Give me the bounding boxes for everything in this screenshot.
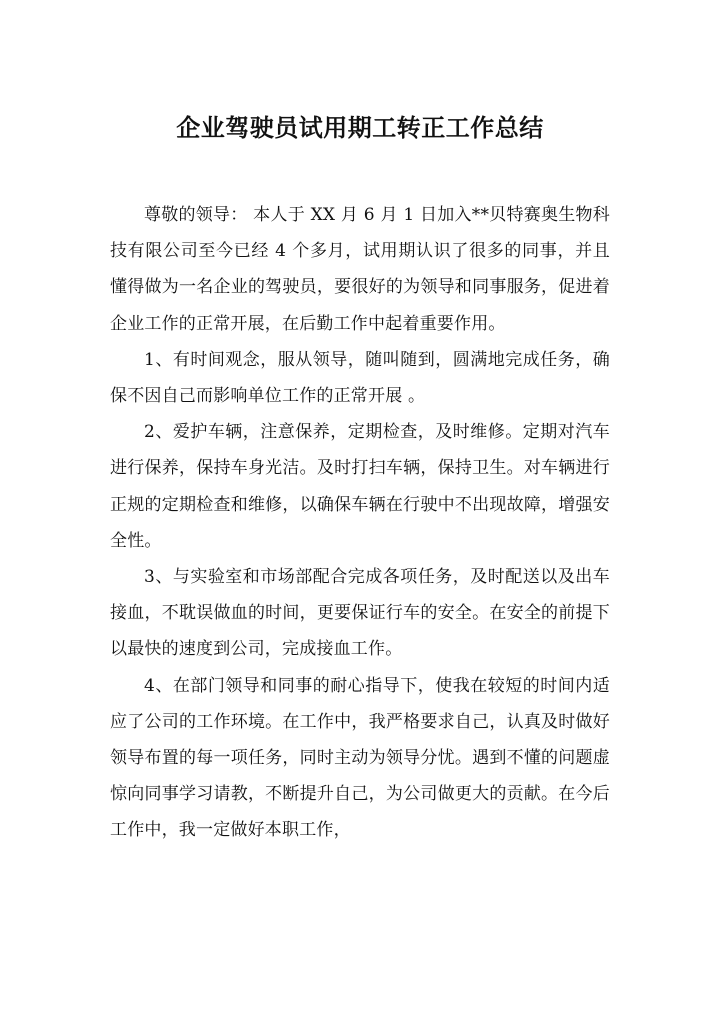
paragraph-item-4: 4、在部门领导和同事的耐心指导下，使我在较短的时间内适应了公司的工作环境。在工作中，我严格要求自己，认真及时做好领导布置的每一项任务，同时主动为领导分忧。遇到不懂的问题虚惊向同事学习请教，不断提升自己，为公司做更大的贡献。在今后工作中，我一定做好本职工作， (110, 675, 610, 841)
document-title: 企业驾驶员试用期工转正工作总结 (176, 114, 544, 142)
paragraph-greeting: 尊敬的领导： 本人于 XX 月 6 月 1 日加入**贝特赛奥生物科技有限公司至今已经 4 个多月，试用期认识了很多的同事，并且懂得做为一名企业的驾驶员，要很好的为领导和同事服务，促进着企业工作的正常开展，在后勤工作中起着重要作用。 (110, 205, 610, 334)
paragraph-item-1: 1、有时间观念，服从领导，随叫随到，圆满地完成任务，确保不因自己而影响单位工作的正常开展 。 (110, 349, 610, 407)
paragraph-item-3: 3、与实验室和市场部配合完成各项任务，及时配送以及出车接血，不耽误做血的时间，更要保证行车的安全。在安全的前提下以最快的速度到公司，完成接血工作。 (110, 567, 610, 660)
document-body (110, 197, 610, 849)
paragraph-item-2: 2、爱护车辆，注意保养，定期检查，及时维修。定期对汽车进行保养，保持车身光洁。及时打扫车辆，保持卫生。对车辆进行正规的定期检查和维修，以确保车辆在行驶中不出现故障，增强安全性。 (110, 422, 610, 551)
